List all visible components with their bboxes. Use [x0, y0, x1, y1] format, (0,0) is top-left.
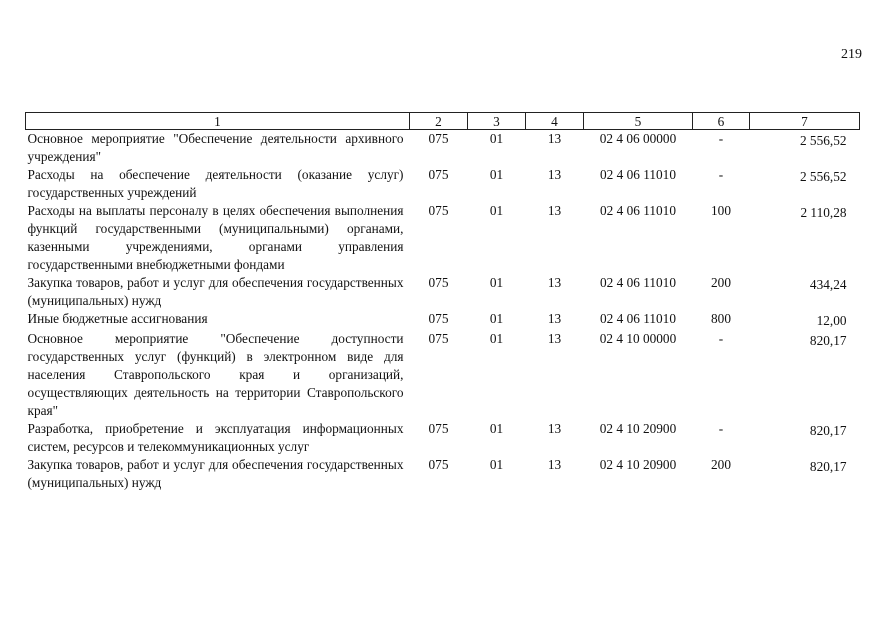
row-code-subsection: 13	[547, 311, 562, 326]
header-col-7: 7	[750, 113, 860, 130]
row-code-ministry: 075	[428, 131, 449, 146]
row-code-target: 02 4 06 11010	[600, 275, 676, 290]
row-code-subsection: 13	[547, 167, 562, 182]
row-code-ministry: 075	[428, 275, 449, 290]
row-code-expense-type: -	[718, 421, 724, 436]
row-amount: 434,24	[809, 277, 847, 292]
table-body	[26, 130, 860, 493]
row-amount: 2 556,52	[799, 133, 847, 148]
header-row	[26, 113, 860, 130]
row-code-section: 01	[489, 167, 504, 182]
page-number: 219	[841, 47, 862, 62]
row-code-target: 02 4 06 11010	[600, 167, 676, 182]
table-row	[26, 456, 860, 492]
row-code-subsection: 13	[547, 421, 562, 436]
table-header	[26, 113, 860, 130]
header-col-6: 6	[693, 113, 750, 130]
row-code-expense-type: 200	[711, 275, 731, 290]
row-name: Разработка, приобретение и эксплуатация информационных систем, ресурсов и телекоммуникационных услуг	[27, 421, 404, 454]
row-code-section: 01	[489, 421, 504, 436]
row-code-expense-type: 100	[711, 203, 731, 218]
budget-table	[25, 112, 860, 492]
row-code-expense-type: -	[718, 131, 724, 146]
row-name: Расходы на обеспечение деятельности (оказание услуг) государственных учреждений	[27, 167, 404, 200]
row-code-ministry: 075	[428, 421, 449, 436]
row-code-expense-type: 800	[711, 311, 731, 326]
row-code-ministry: 075	[428, 457, 449, 472]
row-code-ministry: 075	[428, 203, 449, 218]
header-col-4: 4	[526, 113, 584, 130]
table-row	[26, 310, 860, 330]
header-col-5: 5	[584, 113, 693, 130]
table-row	[26, 274, 860, 310]
row-name: Основное мероприятие "Обеспечение деятельности архивного учреждения"	[27, 131, 404, 164]
table-row	[26, 330, 860, 420]
row-code-target: 02 4 06 00000	[599, 131, 677, 146]
row-name: Основное мероприятие "Обеспечение доступности государственных услуг (функций) в электронном виде для населения Ставропольского края и организаций, осуществляющих деятельность на территории Ставропольского края"	[27, 331, 404, 418]
row-code-ministry: 075	[428, 331, 449, 346]
row-code-target: 02 4 10 00000	[599, 331, 677, 346]
table-row	[26, 166, 860, 202]
row-code-subsection: 13	[547, 457, 562, 472]
row-code-target: 02 4 10 20900	[599, 421, 677, 436]
row-code-section: 01	[489, 331, 504, 346]
row-code-subsection: 13	[547, 275, 562, 290]
row-name: Закупка товаров, работ и услуг для обеспечения государственных (муниципальных) нужд	[27, 457, 404, 490]
row-code-section: 01	[489, 311, 504, 326]
table-row	[26, 420, 860, 456]
row-code-section: 01	[489, 203, 504, 218]
row-code-expense-type: -	[718, 167, 724, 182]
row-code-section: 01	[489, 457, 504, 472]
row-code-target: 02 4 10 20900	[599, 457, 677, 472]
row-code-subsection: 13	[547, 331, 562, 346]
row-code-subsection: 13	[547, 203, 562, 218]
row-code-target: 02 4 06 11010	[600, 311, 676, 326]
row-amount: 12,00	[816, 313, 847, 328]
table-row	[26, 130, 860, 167]
row-amount: 820,17	[809, 333, 847, 348]
row-code-section: 01	[489, 275, 504, 290]
table-row	[26, 202, 860, 274]
row-name: Иные бюджетные ассигнования	[27, 311, 208, 326]
row-amount: 2 110,28	[800, 205, 847, 220]
row-amount: 820,17	[809, 423, 847, 438]
row-code-expense-type: 200	[711, 457, 731, 472]
header-col-1: 1	[26, 113, 410, 130]
row-code-section: 01	[489, 131, 504, 146]
row-amount: 820,17	[809, 459, 847, 474]
row-code-ministry: 075	[428, 311, 449, 326]
row-code-subsection: 13	[547, 131, 562, 146]
row-code-ministry: 075	[428, 167, 449, 182]
row-code-target: 02 4 06 11010	[600, 203, 676, 218]
row-code-expense-type: -	[718, 331, 724, 346]
row-amount: 2 556,52	[799, 169, 847, 184]
header-col-3: 3	[468, 113, 526, 130]
row-name: Расходы на выплаты персоналу в целях обеспечения выполнения функций государственными (муниципальными) органами, казенными учреждениями, органами управления государственными внебюджетными фондами	[27, 203, 404, 272]
header-col-2: 2	[410, 113, 468, 130]
row-name: Закупка товаров, работ и услуг для обеспечения государственных (муниципальных) нужд	[27, 275, 404, 308]
